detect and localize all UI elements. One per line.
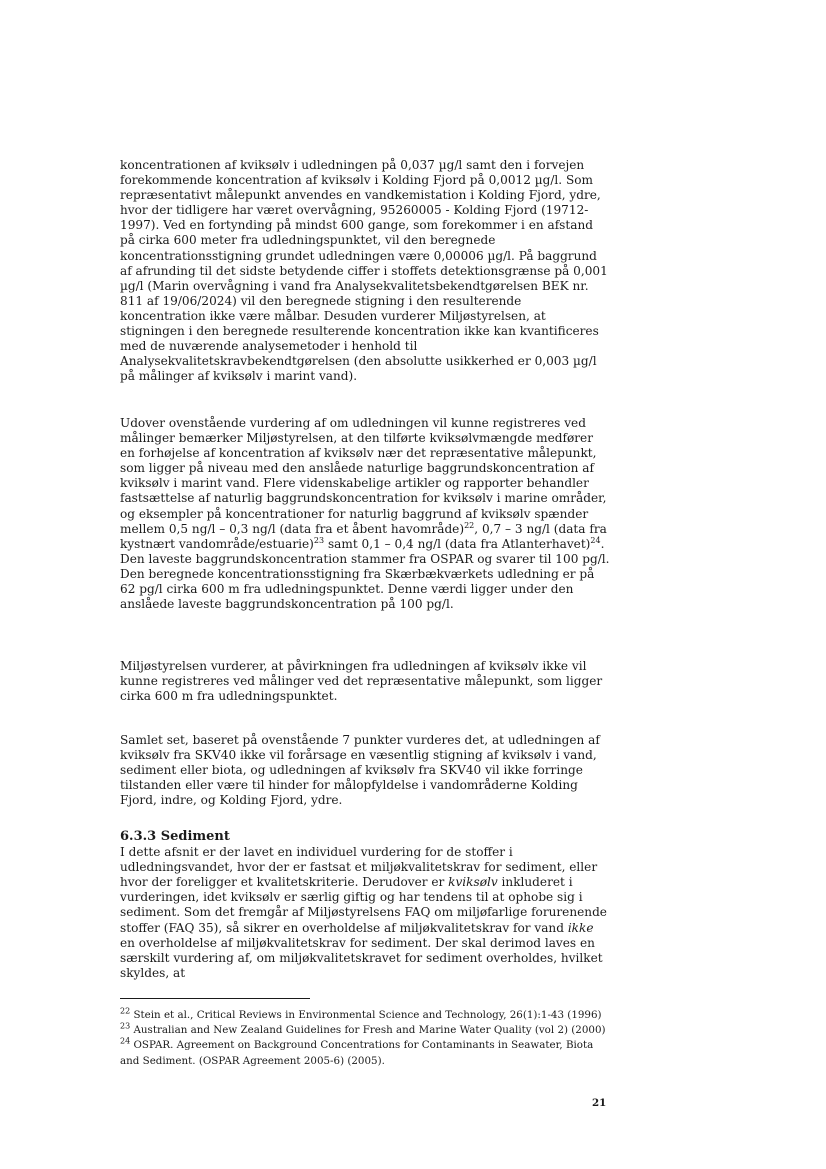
section-sediment: [120, 829, 610, 981]
paragraph-text: Miljøstyrelsen vurderer, at påvirkningen fra udledningen af kviksølv ikke vil kunne registreres ved målinger ved det repræsentative målepunkt, som ligger cirka 600 m fra udledningspunktet.: [120, 659, 603, 704]
footnote-22: [120, 1008, 610, 1023]
footnote-number: 22: [120, 1006, 131, 1016]
footnote-number: 24: [120, 1036, 131, 1046]
body-paragraph-2: [120, 416, 610, 612]
emphasis-text: kviksølv: [448, 875, 498, 890]
paragraph-text: , 0,7 – 3 ng/l (data fra kystnært vandområde/estuarie): [120, 521, 607, 551]
paragraph-text: koncentrationen af kviksølv i udledningen på 0,037 µg/l samt den i forvejen forekommende koncentration af kviksølv i Kolding Fjord på 0,0012 µg/l. Som repræsentativt målepunkt anvendes en vandkemistation i Kolding Fjord, ydre, hvor der tidligere har været overvågning, 95260005 - Kolding Fjord (19712-1997). Ved en fortynding på mindst 600 gange, som forekommer i en afstand på cirka 600 meter fra udledningspunktet, vil den beregnede koncentrationsstigning grundet udledningen være 0,00006 µg/l. På baggrund af afrunding til det sidste betydende ciffer i stoffets detektionsgrænse på 0,001 µg/l (Marin overvågning i vand fra Analysekvalitetsbekendtgørelsen BEK nr. 811 af 19/06/2024) vil den beregnede stigning i den resulterende koncentration ikke være målbar. Desuden vurderer Miljøstyrelsen, at stigningen i den beregnede resulterende koncentration ikke kan kvantificeres med de nuværende analysemetoder i henhold til Analysekvalitetskravbekendtgørelsen (den absolutte usikkerhed er 0,003 µg/l på målinger af kviksølv i marint vand).: [120, 158, 608, 384]
paragraph-text: inkluderet i vurderingen, idet kviksølv er særlig giftig og har tendens til at ophobe sig i sediment. Som det fremgår af Miljøstyrelsens FAQ om miljøfarlige forurenende stoffer (FAQ 35), så sikrer en overholdelse af miljøkvalitetskrav for vand: [120, 875, 607, 935]
paragraph-text: Samlet set, baseret på ovenstående 7 punkter vurderes det, at udledningen af kviksølv fra SKV40 ikke vil forårsage en væsentlig stigning af kviksølv i vand, sediment eller biota, og udledningen af kviksølv fra SKV40 vil ikke forringe tilstanden eller være til hinder for målopfyldelse i vandområderne Kolding Fjord, indre, og Kolding Fjord, ydre.: [120, 733, 600, 808]
paragraph-text: . Den laveste baggrundskoncentration stammer fra OSPAR og svarer til 100 pg/l. Den beregnede koncentrationsstigning fra Skærbækværkets udledning er på 62 pg/l cirka 600 m fra udledningspunktet. Denne værdi ligger under den anslåede laveste baggrundskoncentration på 100 pg/l.: [120, 536, 610, 612]
paragraph-text: Udover ovenstående vurdering af om udledningen vil kunne registreres ved målinger bemærker Miljøstyrelsen, at den tilførte kviksølvmængde medfører en forhøjelse af koncentration af kviksølv nær det repræsentative målepunkt, som ligger på niveau med den anslåede naturlige baggrundskoncentration af kviksølv i marint vand. Flere videnskabelige artikler og rapporter behandler fastsættelse af naturlig baggrundskoncentration for kviksølv i marine områder, og eksempler på koncentrationer for naturlig baggrund af kviksølv spænder mellem 0,5 ng/l – 0,3 ng/l (data fra et åbent havområde): [120, 416, 607, 536]
footnote-23: [120, 1023, 610, 1038]
paragraph-text: I dette afsnit er der lavet en individuel vurdering for de stoffer i udledningsvandet, hvor der er fastsat et miljøkvalitetskrav for sediment, eller hvor der foreligger et kvalitetskriterie. Derudover er: [120, 845, 598, 890]
paragraph-text: samt 0,1 – 0,4 ng/l (data fra Atlanterhavet): [324, 536, 591, 551]
footnote-ref-23[interactable]: 23: [313, 535, 325, 545]
page-number: 21: [592, 1097, 607, 1109]
footnote-divider: [120, 998, 310, 999]
body-paragraph-4: [120, 733, 610, 808]
footnote-ref-24[interactable]: 24: [590, 535, 601, 545]
paragraph-text: en overholdelse af miljøkvalitetskrav for sediment. Der skal derimod laves en særskilt vurdering af, om miljøkvalitetskravet for sediment overholdes, hvilket skyldes, at: [120, 935, 603, 980]
footnote-text: OSPAR. Agreement on Background Concentrations for Contaminants in Seawater, Biota and Sediment. (OSPAR Agreement 2005-6) (2005).: [120, 1039, 594, 1067]
footnotes: [120, 1008, 610, 1069]
emphasis-text: ikke: [567, 920, 594, 935]
body-paragraph-3: [120, 659, 610, 704]
body-paragraph-1: [120, 158, 610, 384]
footnote-text: Australian and New Zealand Guidelines for Fresh and Marine Water Quality (vol 2) (2000): [130, 1024, 606, 1037]
footnote-number: 23: [120, 1021, 131, 1031]
footnote-text: Stein et al., Critical Reviews in Environmental Science and Technology, 26(1):1-43 (1996): [130, 1009, 602, 1021]
footnote-24: [120, 1038, 610, 1068]
section-heading: 6.3.3 Sediment: [120, 829, 230, 844]
footnote-ref-22[interactable]: 22: [464, 520, 475, 530]
